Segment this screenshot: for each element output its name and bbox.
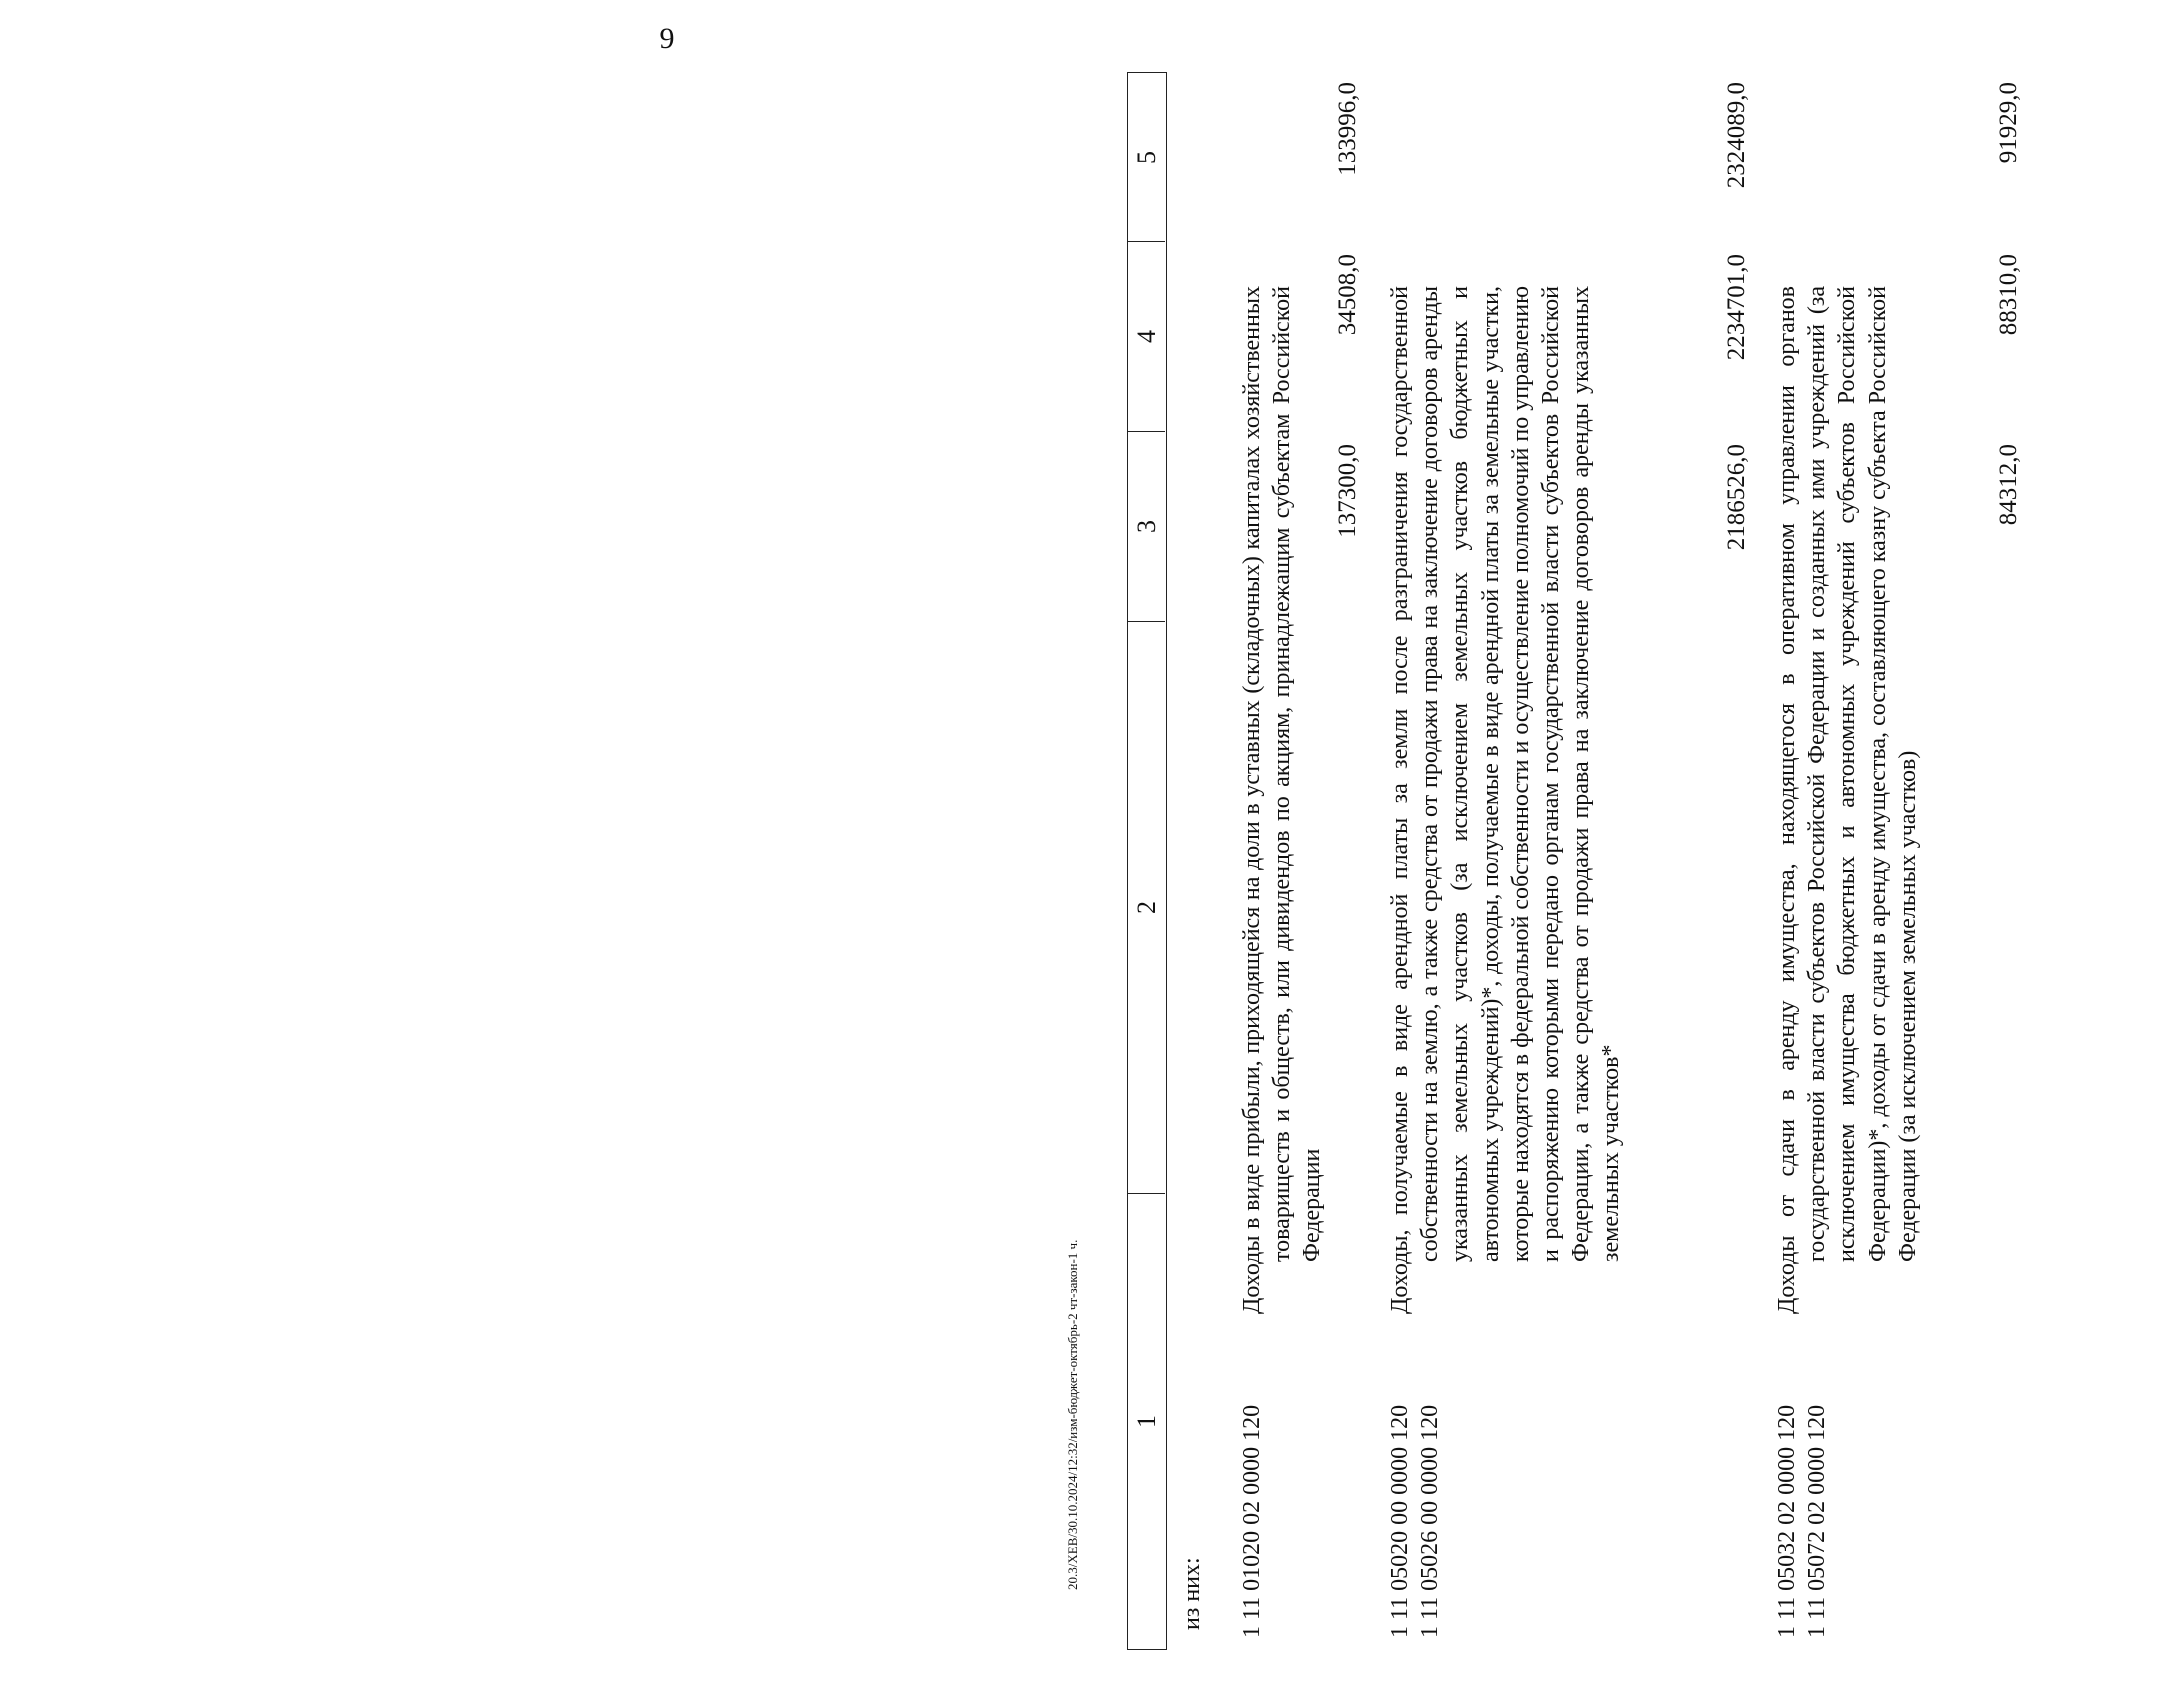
table-header-row [1127,72,1167,1650]
value-col-5: 91929,0 [1995,82,2022,164]
description-text: Доходы, получаемые в виде арендной платы за земли после разграничения государственной собственности на землю, а также средства от продажи права на заключение договоров аренды указанных земельных участков (за исключением земельных участков бюджетных и автономных учреждений)*, доходы, получаемые в виде арендной платы за земельные участки, которые находятся в федеральной собственности и осуществление полномочий по управлению и распоряжению которыми передано органам государственной власти субъектов Российской Федерации, а также средства от продажи права на заключение договоров аренды указанных земельных участков* [1387,286,1625,1314]
page-number: 9 [659,22,675,55]
budget-code: 1 11 05020 00 0000 120 [1387,1404,1413,1638]
value-col-5: 2324089,0 [1723,82,1750,189]
budget-code: 1 11 05032 02 0000 120 [1774,1404,1800,1638]
row-codes [1385,1405,1445,1638]
budget-code: 1 11 05072 02 0000 120 [1804,1404,1830,1638]
document-footer-note: 20.3/ХЕВ/30.10.2024/12:32/изм-бюджет-октябрь-2 чт-закон-1 ч. [1065,1239,1080,1590]
row-codes [1772,1405,1832,1638]
header-col-4: 4 [1128,241,1165,431]
header-col-1: 1 [1128,1193,1165,1649]
description-text: Доходы от сдачи в аренду имущества, находящегося в оперативном управлении органов государственной власти субъектов Российской Федерации и созданных ими учреждений (за исключением имущества бюджетных и автономных учреждений субъектов Российской Федерации)*, доходы от сдачи в аренду имущества, составляющего казну субъекта Российской Федерации (за исключением земельных участков) [1774,286,1921,1314]
value-col-5: 133996,0 [1334,82,1361,176]
header-col-2: 2 [1128,621,1165,1193]
row-description [1385,286,1627,1314]
value-col-3: 137300,0 [1334,444,1361,538]
value-col-3: 2186526,0 [1723,444,1750,551]
row-description [1772,286,1923,1314]
value-col-3: 84312,0 [1995,444,2022,526]
row-description [1237,286,1328,1314]
row-codes [1237,1405,1267,1638]
header-col-5: 5 [1132,151,1161,164]
value-col-4: 88310,0 [1995,254,2022,336]
table-subheader: из них: [1179,1557,1205,1630]
budget-table [1127,72,2177,1650]
value-col-4: 34508,0 [1334,254,1361,336]
description-text: Доходы в виде прибыли, приходящейся на доли в уставных (складочных) капиталах хозяйственных товариществ и обществ, или дивидендов по акциям, принадлежащим субъектам Российской Федерации [1239,286,1326,1314]
budget-code: 1 11 05026 00 0000 120 [1417,1404,1443,1638]
budget-code: 1 11 01020 02 0000 120 [1239,1404,1265,1638]
header-col-3: 3 [1128,431,1165,621]
value-col-4: 2234701,0 [1723,254,1750,361]
